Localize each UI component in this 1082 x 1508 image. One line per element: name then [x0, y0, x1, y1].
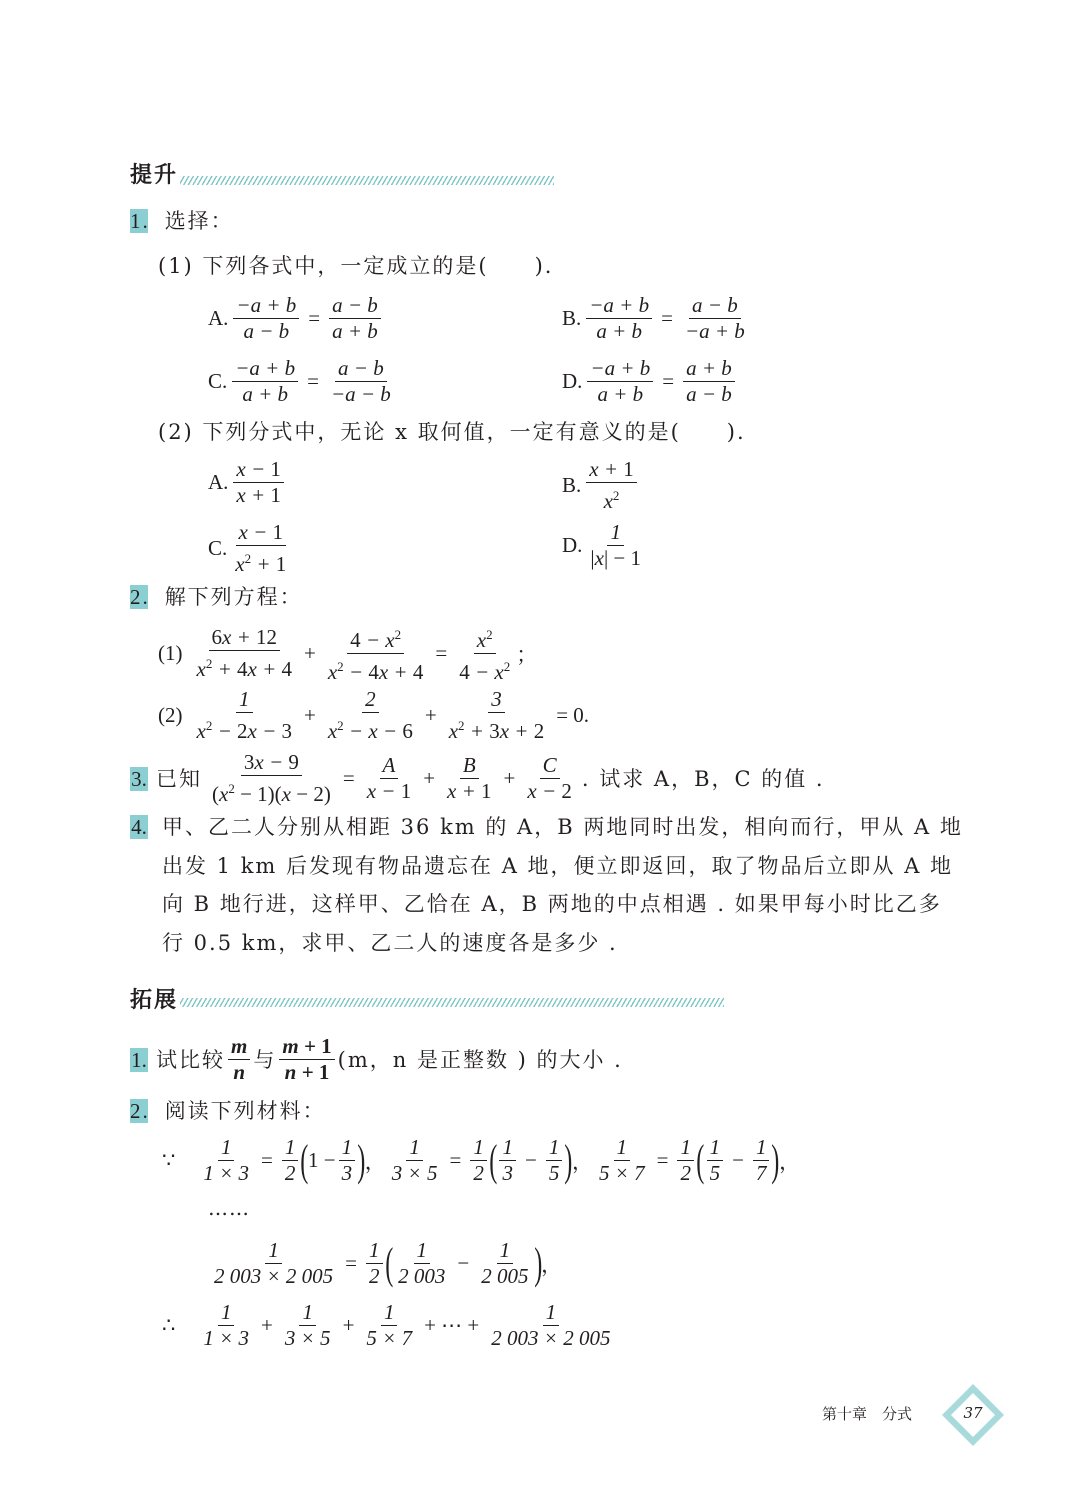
question-1 — [130, 208, 234, 234]
option-1c: C. $\frac{-a + b}{a + b}$ = $\frac{a - b}{-a - b}$ — [208, 356, 397, 407]
fraction: $\frac{1}{2 005}$ — [481, 1238, 529, 1288]
material-line-3: ∴ 1 1 × 3 + $\frac{1}{3 \times 5}$ + $\frac{1}{5 \times 7}$ + ⋯ + $\frac{1}{2 003 \times 2 005}$ — [162, 1300, 616, 1351]
fraction: $\frac{x^2}{4 - x^2}$ — [456, 622, 513, 685]
text-line: 出发 1 km 后发现有物品遗忘在 A 地，便立即返回，取了物品后立即从 A 地 — [162, 853, 954, 878]
fraction: m n — [228, 1034, 250, 1085]
question-number-badge: 1. — [130, 209, 150, 233]
question-number-badge: 3. — [131, 766, 147, 791]
fraction: 1 1 × 3 — [203, 1300, 250, 1350]
fraction: $\frac{-a + b}{a - b}$ — [233, 293, 299, 344]
fraction: x + 1 $x^2$ — [586, 457, 637, 514]
text-line: 甲、乙二人分别从相距 36 km 的 A，B 两地同时出发，相向而行，甲从 A 地 — [162, 815, 963, 839]
option-2d — [562, 520, 647, 571]
comma: ， — [364, 1149, 386, 1174]
question-1-part-2: (2) 下列分式中，无论 x 取何值，一定有意义的是( ). — [158, 420, 746, 444]
question-4 — [130, 808, 963, 962]
section-title-tisheng: 提升 — [130, 163, 179, 188]
question-number-badge: 1. — [131, 1047, 147, 1072]
fraction: $\frac{1}{2}$ — [677, 1135, 694, 1186]
ext1-prefix: 试比较 — [156, 1047, 225, 1072]
ext2-title: 阅读下列材料： — [164, 1099, 326, 1123]
fraction: $\frac{2}{x^2 - x - 6}$ — [327, 687, 413, 743]
therefore-symbol: ∴ — [162, 1313, 176, 1337]
fraction: $\frac{1}{3 \times 5}$ — [284, 1300, 331, 1350]
fraction: $\frac{1}{5 \times 7}$ — [598, 1135, 645, 1185]
equation-end: = 0. — [556, 703, 590, 727]
option-label: C. — [208, 536, 228, 560]
fraction: $\frac{C}{x - 2}$ — [527, 753, 572, 803]
fraction: 1 $x^2 - 2x - 3$ — [196, 687, 292, 743]
question-1-title: 选择： — [164, 209, 234, 233]
fraction: $\frac{a - b}{-a - b}$ — [330, 356, 391, 406]
fraction: $\frac{1}{2}$ — [282, 1135, 299, 1186]
fraction: $\frac{1}{5}$ — [546, 1135, 563, 1186]
material-line-2: $\frac{1}{2 003 \times 2 005}$ = $\frac{1}{2}$ ( 1 2 003 − $\frac{1}{2 005}$ ) ， — [208, 1238, 562, 1289]
fraction: $\frac{1}{7}$ — [753, 1135, 770, 1186]
question-number-badge: 4. — [131, 815, 147, 839]
comma: ， — [541, 1252, 563, 1277]
equation-label: (2) — [158, 703, 183, 727]
option-2b — [562, 457, 640, 514]
fraction: $\frac{a - b}{a + b}$ — [329, 293, 381, 344]
fraction: $\frac{-a + b}{a + b}$ — [232, 356, 298, 407]
fraction: 1 3 — [499, 1135, 516, 1186]
fraction: $\frac{1}{5 \times 7}$ — [366, 1300, 413, 1350]
because-symbol: ∵ — [162, 1148, 176, 1172]
fraction: $\frac{A}{x - 1}$ — [366, 753, 412, 803]
fraction: m + 1 n + 1 — [279, 1034, 334, 1085]
fraction: 1 5 — [707, 1135, 724, 1186]
fraction: $\frac{1}{1 \times 3}$ — [203, 1135, 250, 1185]
page-number: 37 — [963, 1404, 983, 1422]
fraction: $\frac{1}{2 003 \times 2 005}$ — [491, 1300, 611, 1350]
comma: ， — [779, 1149, 801, 1174]
fraction: $\frac{a - b}{-a + b}$ — [684, 293, 745, 343]
fraction: $\frac{B}{x + 1}$ — [447, 753, 492, 803]
option-2c — [208, 520, 292, 577]
fraction: x − 1 $x^2 + 1$ — [235, 520, 287, 576]
ext1-mid: 与 — [253, 1047, 277, 1072]
fraction: $\frac{1}{3 \times 5}$ — [391, 1135, 438, 1185]
equation-1: (1) 6x + 12 $x^2 + 4x + 4$ + $\frac{4 - x^2}{x^2 - 4x + 4}$ = $\frac{x^2}{4 - x^2}$ ； — [158, 622, 537, 685]
fraction: 6x + 12 $x^2 + 4x + 4$ — [196, 625, 292, 681]
fraction: $\frac{1}{2}$ — [470, 1135, 487, 1186]
material-line-1: ∵ $\frac{1}{1 \times 3}$ = $\frac{1}{2}$ ( 1 − $\frac{1}{3}$ ) ， $\frac{1}{3 \times 5}$ = $\frac{1}{2}$ ( 1 3 − $\frac{1}{5}$ ) ， $\frac{1}{5 \times 7}$ = $\frac{1}{2}$ ( 1 5 − $\frac{1}{7}$ ) ， — [162, 1135, 801, 1185]
question-3-prefix: 已知 — [156, 766, 202, 791]
fraction: $\frac{4 - x^2}{x^2 - 4x + 4}$ — [325, 622, 427, 685]
option-label: B. — [562, 473, 582, 497]
equation-end: ； — [516, 642, 538, 667]
question-4-text — [162, 808, 963, 962]
equation-2: (2) 1 $x^2 - 2x - 3$ + $\frac{2}{x^2 - x - 6}$ + $\frac{3}{x^2 + 3x + 2}$ = 0. — [158, 687, 590, 743]
section-divider — [180, 176, 554, 185]
option-label: B. — [562, 306, 582, 330]
fraction: $\frac{-a + b}{a + b}$ — [586, 293, 652, 344]
option-2a — [208, 457, 287, 508]
option-1d: D. $\frac{-a + b}{a + b}$ = $\frac{a + b}{a - b}$ — [562, 356, 738, 407]
fraction: $\frac{1}{3}$ — [339, 1135, 356, 1186]
fraction: $\frac{3}{x^2 + 3x + 2}$ — [448, 687, 545, 743]
fraction: $\frac{3x - 9}{(x^2 - 1)(x - 2)}$ — [212, 750, 331, 806]
option-label: D. — [562, 369, 583, 393]
fraction: 1 |x| − 1 — [590, 520, 642, 570]
fraction: $\frac{a + b}{a - b}$ — [683, 356, 735, 407]
question-1-part-1: (1) 下列各式中，一定成立的是( ). — [158, 254, 554, 278]
option-label: D. — [562, 533, 583, 557]
question-3-suffix: . 试求 A，B，C 的值 . — [581, 766, 825, 791]
option-label: A. — [208, 470, 229, 494]
question-number-badge: 2. — [130, 1099, 150, 1123]
fraction: $\frac{-a + b}{a + b}$ — [587, 356, 653, 407]
number: 2 003 — [214, 1264, 262, 1288]
question-3: 3. 已知 $\frac{3x - 9}{(x^2 - 1)(x - 2)}$ = $\frac{A}{x - 1}$ + $\frac{B}{x + 1}$ + $\frac{C}{x - 2}$ . 试求 A，B，C 的值 . — [131, 750, 825, 806]
option-1a: A. $\frac{-a + b}{a - b}$ = $\frac{a - b}{a + b}$ — [208, 293, 384, 344]
fraction: $\frac{1}{2 003 \times 2 005}$ — [214, 1238, 334, 1288]
comma: ， — [571, 1149, 593, 1174]
question-number-badge: 2. — [130, 585, 150, 609]
fraction: x − 1 x + 1 — [233, 457, 284, 508]
ext1-suffix: (m，n 是正整数 ) 的大小 . — [337, 1047, 623, 1072]
number: 2 005 — [285, 1264, 334, 1288]
text-line: 向 B 地行进，这样甲、乙恰在 A，B 两地的中点相遇 . 如果甲每小时比乙多 — [162, 892, 942, 916]
fraction: 1 2 003 — [398, 1238, 446, 1288]
equation-label: (1) — [158, 641, 183, 665]
section-title-tuozhan: 拓展 — [130, 988, 179, 1013]
page-badge — [940, 1382, 1006, 1448]
chapter-title: 第十章 分式 — [822, 1405, 913, 1423]
ellipsis: …… — [208, 1196, 250, 1220]
extension-question-1 — [130, 1034, 623, 1085]
option-1b: B. $\frac{-a + b}{a + b}$ = $\frac{a - b}{-a + b}$ — [562, 293, 751, 344]
section-divider — [180, 998, 724, 1007]
text-line: 行 0.5 km，求甲、乙二人的速度各是多少 . — [162, 930, 618, 955]
question-2 — [130, 584, 303, 610]
question-2-title: 解下列方程： — [164, 585, 303, 609]
option-label: A. — [208, 306, 229, 330]
fraction: $\frac{1}{2}$ — [366, 1238, 383, 1289]
extension-question-2 — [130, 1098, 326, 1124]
option-label: C. — [208, 369, 228, 393]
